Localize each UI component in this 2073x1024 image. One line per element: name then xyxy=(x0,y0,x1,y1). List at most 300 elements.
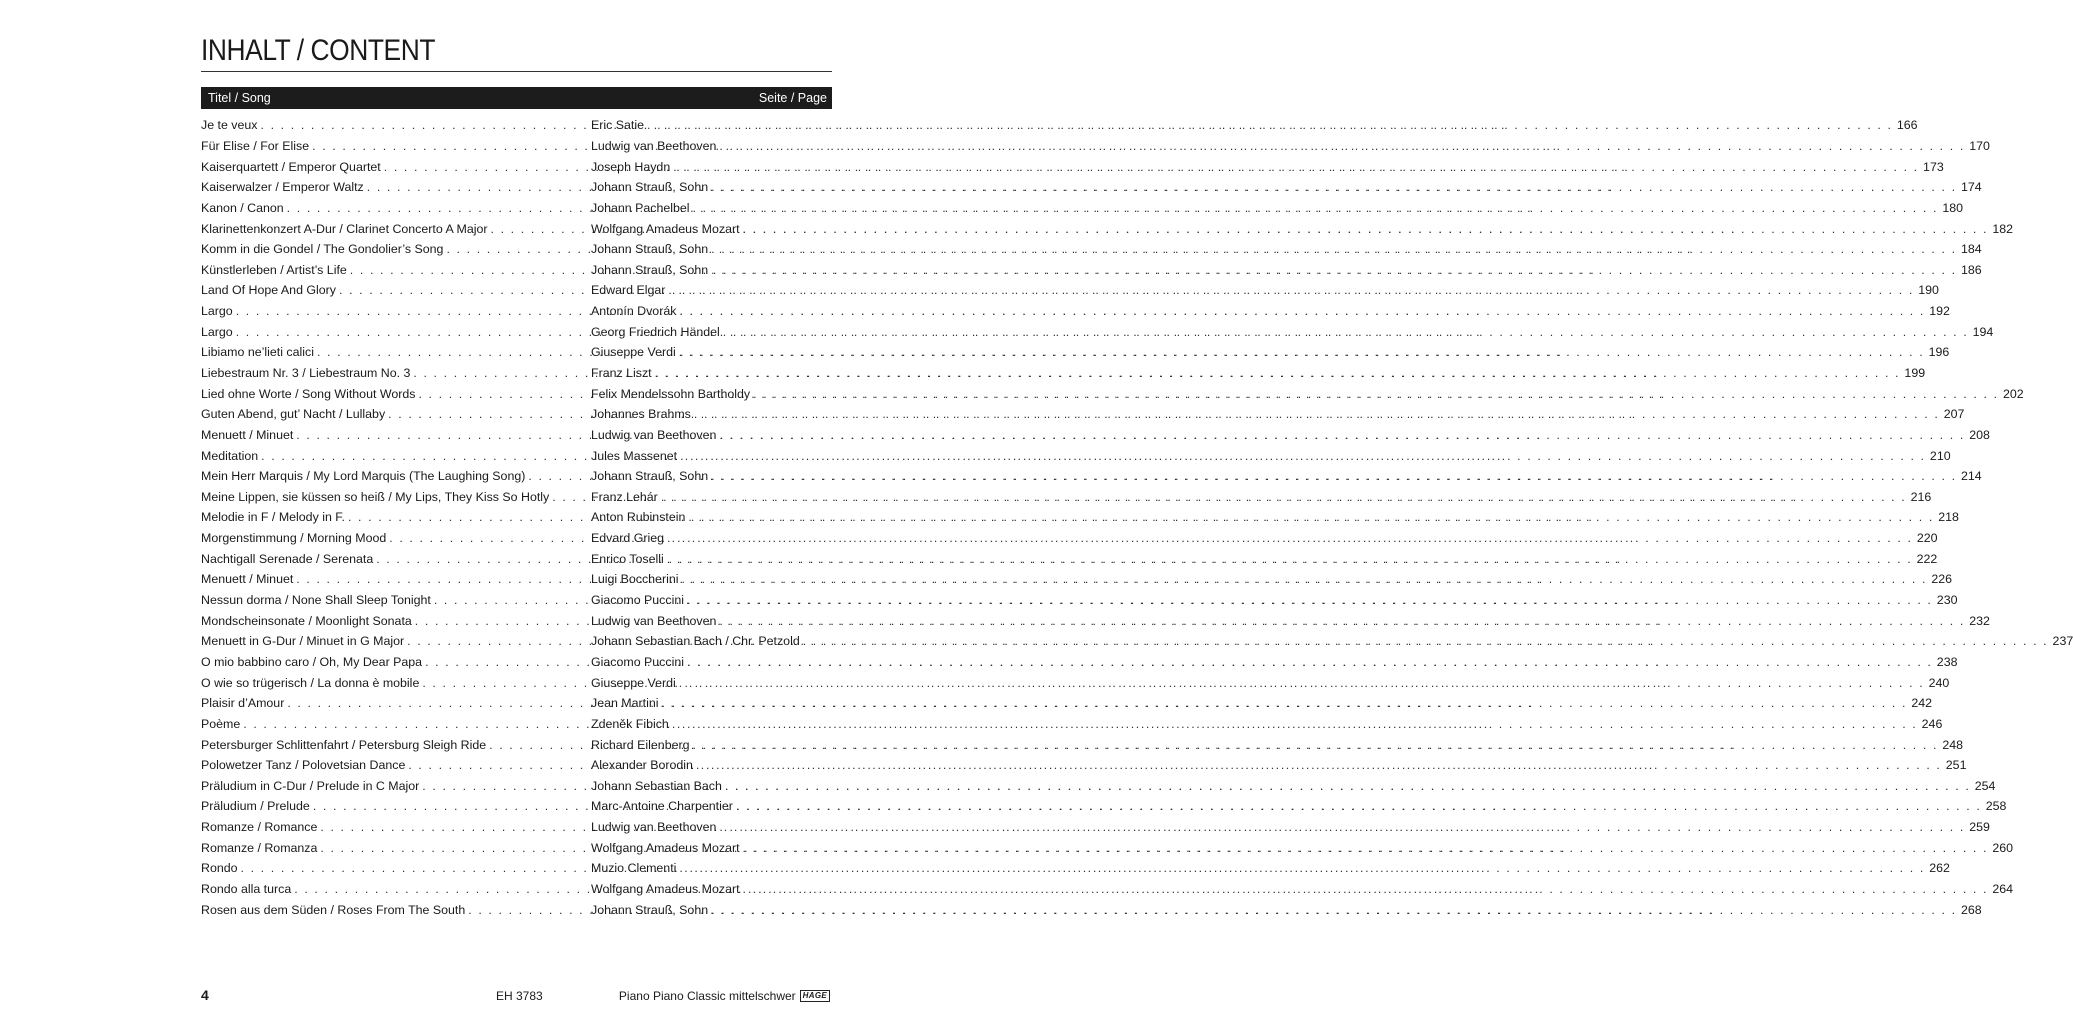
page-number: 192 xyxy=(1929,304,1950,319)
dot-leader xyxy=(314,345,590,359)
composer-name: Franz Lehár xyxy=(591,489,658,504)
dot-leader xyxy=(309,139,590,153)
toc-entry xyxy=(201,796,2007,817)
dot-leader xyxy=(412,614,590,628)
song-title: Präludium in C-Dur / Prelude in C Major xyxy=(201,778,420,793)
toc-entry xyxy=(201,445,1951,466)
toc-entry-title-cell xyxy=(201,366,590,380)
toc-entry-title-cell xyxy=(201,882,590,896)
dot-leader xyxy=(415,387,590,401)
dot-leader xyxy=(419,779,590,793)
dot-leader xyxy=(404,634,590,648)
toc-entry-composer-cell xyxy=(590,407,1964,421)
song-title: Künstlerleben / Artist’s Life xyxy=(201,262,347,277)
composer-name: Richard Eilenberg xyxy=(591,737,690,752)
composer-name: Giacomo Puccini xyxy=(591,593,684,608)
toc-entry xyxy=(201,342,1950,363)
dot-leader xyxy=(750,387,2002,401)
toc-entry-composer-cell xyxy=(590,180,1982,194)
toc-entry-composer-cell xyxy=(590,655,1957,669)
dot-leader xyxy=(658,490,1910,504)
composer-name: Georg Friedrich Händel xyxy=(591,324,720,339)
song-title: Morgenstimmung / Morning Mood xyxy=(201,531,387,546)
song-title: Liebestraum Nr. 3 / Liebestraum No. 3 xyxy=(201,366,411,380)
toc-entry xyxy=(201,817,1990,838)
toc-entry-title-cell xyxy=(201,634,590,648)
toc-entry-title-cell xyxy=(201,531,590,545)
song-title: Mondscheinsonate / Moonlight Sonata xyxy=(201,613,412,628)
toc-entry-composer-cell xyxy=(590,552,1937,566)
toc-entry-composer-cell xyxy=(590,779,1995,793)
composer-name: Zdeněk Fibich xyxy=(591,716,669,731)
composer-name: Johann Sebastian Bach / Chr. Petzold xyxy=(591,634,800,649)
composer-name: Felix Mendelssohn Bartholdy xyxy=(591,386,751,401)
toc-entry-composer-cell xyxy=(590,572,1952,586)
composer-name: Eric Satie xyxy=(591,118,645,133)
page-number: 173 xyxy=(1923,159,1944,174)
composer-name: Edward Elgar xyxy=(591,283,666,298)
dot-leader xyxy=(676,345,1928,359)
composer-name: Muzio Clementi xyxy=(591,861,677,876)
toc-entry-title-cell xyxy=(201,242,590,256)
page-number: 220 xyxy=(1916,531,1938,546)
dot-leader xyxy=(676,676,1928,690)
toc-entry-title-cell xyxy=(201,510,590,524)
dot-leader xyxy=(708,903,1960,917)
dot-leader xyxy=(665,283,1917,297)
dot-leader xyxy=(716,614,1968,628)
page-number: 262 xyxy=(1929,861,1950,876)
composer-name: Jules Massenet xyxy=(591,448,678,463)
footer-book-title: Piano Piano Classic mittelschwer xyxy=(618,989,796,1003)
toc-entry xyxy=(201,755,1967,776)
toc-entry-composer-cell xyxy=(590,139,1990,153)
toc-entry-composer-cell xyxy=(590,345,1949,359)
page-number: 214 xyxy=(1960,469,1982,484)
page-number: 207 xyxy=(1943,407,1965,422)
composer-name: Johann Sebastian Bach xyxy=(591,778,722,793)
page-number: 237 xyxy=(2052,634,2073,649)
page-number: 230 xyxy=(1936,593,1958,608)
dot-leader xyxy=(549,490,590,504)
toc-entry-composer-cell xyxy=(590,758,1966,772)
song-title: Klarinettenkonzert A-Dur / Clarinet Concerto A Major xyxy=(201,221,488,236)
dot-leader xyxy=(722,779,1974,793)
toc-entry xyxy=(201,899,1982,920)
song-title: Präludium / Prelude xyxy=(201,799,310,814)
header-page: Seite / Page xyxy=(758,91,827,105)
song-title: Menuett / Minuet xyxy=(201,427,294,442)
toc-entry-composer-cell xyxy=(590,160,1944,174)
toc-entry xyxy=(201,404,1965,425)
dot-leader xyxy=(677,449,1929,463)
composer-name: Enrico Toselli xyxy=(591,551,664,566)
composer-name: Wolfgang Amadeus Mozart xyxy=(591,882,740,897)
toc-entry-title-cell xyxy=(201,222,590,236)
page-number: 259 xyxy=(1969,820,1990,835)
page-number: 260 xyxy=(1992,840,2014,855)
publisher-logo: HAGE xyxy=(800,990,830,1002)
dot-leader xyxy=(310,799,590,813)
toc-entry xyxy=(201,280,1939,301)
dot-leader xyxy=(708,263,1960,277)
toc-entry xyxy=(201,239,1982,260)
toc-entry xyxy=(201,301,1950,322)
page-number: 194 xyxy=(1972,324,1994,339)
composer-name: Johann Strauß, Sohn xyxy=(591,469,709,484)
dot-leader xyxy=(693,758,1945,772)
page-number: 240 xyxy=(1928,675,1950,690)
song-title: Menuett / Minuet xyxy=(201,572,294,587)
composer-name: Anton Rubinstein xyxy=(591,510,686,525)
song-title: Komm in die Gondel / The Gondolier’s Song xyxy=(201,242,444,257)
composer-name: Johann Strauß, Sohn xyxy=(591,262,709,277)
dot-leader xyxy=(676,304,1928,318)
toc-entry xyxy=(201,652,1958,673)
dot-leader xyxy=(708,242,1960,256)
toc-header-bar xyxy=(201,87,832,109)
toc-entry-composer-cell xyxy=(590,490,1931,504)
dot-leader xyxy=(293,572,590,586)
song-title: Je te veux xyxy=(201,118,258,133)
page-number: 208 xyxy=(1969,427,1990,442)
page-number: 170 xyxy=(1969,138,1990,153)
toc-entry-title-cell xyxy=(201,325,590,339)
dot-leader xyxy=(386,531,590,545)
toc-entry-title-cell xyxy=(201,593,590,607)
toc-entry-composer-cell xyxy=(590,222,2013,236)
song-title: Meditation xyxy=(201,448,259,463)
dot-leader xyxy=(431,593,590,607)
page-number: 258 xyxy=(1985,799,2007,814)
toc-entry-composer-cell xyxy=(590,449,1951,463)
toc-entry-composer-cell xyxy=(590,325,1993,339)
dot-leader xyxy=(347,263,590,277)
toc-entry-title-cell xyxy=(201,799,590,813)
toc-entry-title-cell xyxy=(201,180,590,194)
toc-entry-title-cell xyxy=(201,779,590,793)
composer-name: Giuseppe Verdi xyxy=(591,675,676,690)
song-title: Plaisir d’Amour xyxy=(201,696,285,711)
composer-name: Wolfgang Amadeus Mozart xyxy=(591,840,740,855)
toc-entry-composer-cell xyxy=(590,531,1938,545)
toc-entry-title-cell xyxy=(201,263,590,277)
song-title: O mio babbino caro / Oh, My Dear Papa xyxy=(201,654,423,669)
dot-leader xyxy=(678,572,1930,586)
page-number: 174 xyxy=(1960,180,1982,195)
song-title: Für Elise / For Elise xyxy=(201,138,310,153)
dot-leader xyxy=(373,552,590,566)
song-title: Kanon / Canon xyxy=(201,200,284,215)
toc-entry xyxy=(201,425,1990,446)
page-number: 166 xyxy=(1896,118,1918,133)
toc-entry xyxy=(201,507,1959,528)
toc-entry-title-cell xyxy=(201,283,590,297)
dot-leader xyxy=(258,449,590,463)
dot-leader xyxy=(720,325,1972,339)
toc-entry-composer-cell xyxy=(590,304,1950,318)
dot-leader xyxy=(284,696,590,710)
toc-entry xyxy=(201,837,2014,858)
dot-leader xyxy=(685,510,1937,524)
page-number: 226 xyxy=(1931,572,1952,587)
toc-entry-title-cell xyxy=(201,820,590,834)
dot-leader xyxy=(800,634,2052,648)
toc-entry xyxy=(201,528,1938,549)
page-number: 248 xyxy=(1942,737,1964,752)
toc-entry-title-cell xyxy=(201,469,590,483)
toc-entry-title-cell xyxy=(201,676,590,690)
toc-entry-composer-cell xyxy=(590,841,2013,855)
composer-name: Antonín Dvorák xyxy=(591,304,677,319)
dot-leader xyxy=(317,841,590,855)
page-number: 190 xyxy=(1918,283,1939,298)
dot-leader xyxy=(284,201,590,215)
dot-leader xyxy=(716,428,1968,442)
song-title: Romanze / Romance xyxy=(201,820,318,835)
song-title: Polowetzer Tanz / Polovetsian Dance xyxy=(201,758,406,773)
toc-entry-composer-cell xyxy=(590,593,1957,607)
footer-book-info xyxy=(619,989,830,1003)
toc-entry-composer-cell xyxy=(590,676,1949,690)
composer-name: Ludwig van Beethoven xyxy=(591,138,717,153)
page-number: 186 xyxy=(1960,262,1982,277)
toc-entry-title-cell xyxy=(201,387,590,401)
toc-entry-title-cell xyxy=(201,717,590,731)
dot-leader xyxy=(664,531,1916,545)
song-title: Kaiserwalzer / Emperor Waltz xyxy=(201,180,364,195)
song-title: Meine Lippen, sie küssen so heiß / My Lips, They Kiss So Hotly xyxy=(201,489,550,504)
composer-name: Wolfgang Amadeus Mozart xyxy=(591,221,740,236)
dot-leader xyxy=(716,820,1968,834)
dot-leader xyxy=(257,118,590,132)
composer-name: Franz Liszt xyxy=(591,366,652,380)
dot-leader xyxy=(708,180,1960,194)
page-number: 238 xyxy=(1936,654,1958,669)
toc-entry-composer-cell xyxy=(590,118,1918,132)
page-number: 242 xyxy=(1911,696,1933,711)
song-title: Libiamo ne’lieti calici xyxy=(201,345,314,360)
toc-entry-composer-cell xyxy=(590,242,1982,256)
dot-leader xyxy=(345,510,590,524)
song-title: Romanze / Romanza xyxy=(201,840,318,855)
dot-leader xyxy=(676,861,1928,875)
page-number: 218 xyxy=(1938,510,1959,525)
composer-name: Johann Pachelbel xyxy=(591,200,690,215)
toc-entry-title-cell xyxy=(201,490,590,504)
toc-entry xyxy=(201,672,1950,693)
table-of-contents xyxy=(201,115,2073,920)
toc-entry-title-cell xyxy=(201,345,590,359)
song-title: Kaiserquartett / Emperor Quartet xyxy=(201,159,381,174)
toc-entry xyxy=(201,590,1958,611)
toc-entry xyxy=(201,879,2014,900)
toc-entry xyxy=(201,156,1944,177)
toc-entry xyxy=(201,714,1943,735)
dot-leader xyxy=(488,222,591,236)
song-title: Guten Abend, gut’ Nacht / Lullaby xyxy=(201,407,386,422)
toc-entry xyxy=(201,259,1982,280)
composer-name: Johann Strauß, Sohn xyxy=(591,242,709,257)
toc-entry-title-cell xyxy=(201,118,590,132)
dot-leader xyxy=(690,738,1942,752)
song-title: Largo xyxy=(201,324,233,339)
toc-entry-title-cell xyxy=(201,428,590,442)
composer-name: Ludwig van Beethoven xyxy=(591,820,717,835)
dot-leader xyxy=(385,407,590,421)
page-number: 196 xyxy=(1928,345,1950,360)
toc-entry xyxy=(201,693,1933,714)
song-title: Melodie in F / Melody in F. xyxy=(201,510,345,525)
song-title: Petersburger Schlittenfahrt / Petersburg Sleigh Ride xyxy=(201,737,487,752)
dot-leader xyxy=(684,593,1936,607)
toc-entry-composer-cell xyxy=(590,882,2013,896)
dot-leader xyxy=(486,738,590,752)
toc-entry-composer-cell xyxy=(590,799,2006,813)
composer-name: Joseph Haydn xyxy=(591,159,671,174)
page-number: 180 xyxy=(1942,200,1964,215)
composer-name: Marc-Antoine Charpentier xyxy=(591,799,733,814)
song-title: Poème xyxy=(201,716,241,731)
dot-leader xyxy=(716,139,1968,153)
toc-entry-title-cell xyxy=(201,841,590,855)
composer-name: Johann Strauß, Sohn xyxy=(591,180,709,195)
song-title: Largo xyxy=(201,304,233,319)
dot-leader xyxy=(381,160,590,174)
composer-name: Edvard Grieg xyxy=(591,531,665,546)
page-number: 254 xyxy=(1974,778,1996,793)
toc-entry-composer-cell xyxy=(590,861,1950,875)
page-number: 216 xyxy=(1910,489,1932,504)
toc-entry xyxy=(201,734,1964,755)
dot-leader xyxy=(652,366,1904,380)
toc-entry-title-cell xyxy=(201,655,590,669)
dot-leader xyxy=(419,676,590,690)
toc-entry xyxy=(201,776,1996,797)
song-title: Rosen aus dem Süden / Roses From The South xyxy=(201,902,466,917)
toc-entry xyxy=(201,466,1982,487)
page-number: 210 xyxy=(1929,448,1951,463)
dot-leader xyxy=(525,469,590,483)
page-number: 246 xyxy=(1921,716,1943,731)
toc-entry-title-cell xyxy=(201,738,590,752)
title-divider xyxy=(201,71,832,72)
dot-leader xyxy=(443,242,590,256)
dot-leader xyxy=(293,428,590,442)
dot-leader xyxy=(644,118,1896,132)
dot-leader xyxy=(317,820,590,834)
dot-leader xyxy=(291,882,590,896)
toc-entry xyxy=(201,548,1938,569)
dot-leader xyxy=(670,160,1922,174)
composer-name: Alexander Borodin xyxy=(591,758,693,773)
toc-entry xyxy=(201,218,2014,239)
toc-entry xyxy=(201,569,1952,590)
dot-leader xyxy=(465,903,590,917)
song-title: Lied ohne Worte / Song Without Words xyxy=(201,386,416,401)
toc-entry-composer-cell xyxy=(590,614,1990,628)
dot-leader xyxy=(664,552,1916,566)
dot-leader xyxy=(740,841,1992,855)
toc-entry-composer-cell xyxy=(590,510,1959,524)
page-number: 268 xyxy=(1960,902,1982,917)
toc-entry-title-cell xyxy=(201,572,590,586)
toc-entry xyxy=(201,487,1932,508)
toc-entry-title-cell xyxy=(201,449,590,463)
toc-entry xyxy=(201,321,1994,342)
dot-leader xyxy=(659,696,1911,710)
toc-entry-title-cell xyxy=(201,407,590,421)
composer-name: Giuseppe Verdi xyxy=(591,345,676,360)
toc-entry-title-cell xyxy=(201,696,590,710)
toc-entry-title-cell xyxy=(201,304,590,318)
toc-entry-composer-cell xyxy=(590,366,1925,380)
toc-entry-composer-cell xyxy=(590,428,1990,442)
toc-entry xyxy=(201,115,1918,136)
dot-leader xyxy=(240,717,590,731)
toc-entry-title-cell xyxy=(201,552,590,566)
dot-leader xyxy=(708,469,1960,483)
song-title: Nachtigall Serenade / Serenata xyxy=(201,551,374,566)
page-number: 184 xyxy=(1960,242,1982,257)
toc-entry-title-cell xyxy=(201,160,590,174)
footer-page-number: 4 xyxy=(201,987,209,1003)
dot-leader xyxy=(669,717,1921,731)
toc-entry-title-cell xyxy=(201,861,590,875)
dot-leader xyxy=(336,283,590,297)
dot-leader xyxy=(405,758,590,772)
dot-leader xyxy=(733,799,1985,813)
toc-entry-composer-cell xyxy=(590,717,1942,731)
song-title: Rondo xyxy=(201,861,238,876)
dot-leader xyxy=(238,861,590,875)
page-number: 199 xyxy=(1904,366,1926,380)
toc-entry-composer-cell xyxy=(590,387,2024,401)
toc-entry-composer-cell xyxy=(590,738,1963,752)
toc-entry-title-cell xyxy=(201,201,590,215)
toc-entry xyxy=(201,610,1990,631)
page-number: 264 xyxy=(1992,882,2014,897)
dot-leader xyxy=(740,222,1992,236)
song-title: Nessun dorma / None Shall Sleep Tonight xyxy=(201,593,431,608)
toc-entry xyxy=(201,383,2024,404)
page-number: 222 xyxy=(1916,551,1938,566)
song-title: Land Of Hope And Glory xyxy=(201,283,337,298)
toc-entry-title-cell xyxy=(201,139,590,153)
toc-entry-composer-cell xyxy=(590,263,1982,277)
toc-entry-title-cell xyxy=(201,903,590,917)
composer-name: Johannes Brahms xyxy=(591,407,691,422)
dot-leader xyxy=(422,655,590,669)
dot-leader xyxy=(410,366,590,380)
toc-entry-composer-cell xyxy=(590,820,1990,834)
song-title: Menuett in G-Dur / Minuet in G Major xyxy=(201,634,405,649)
toc-entry-composer-cell xyxy=(590,634,2073,648)
toc-entry xyxy=(201,363,1926,384)
page-number: 182 xyxy=(1992,221,2014,236)
toc-entry-composer-cell xyxy=(590,283,1939,297)
song-title: Rondo alla turca xyxy=(201,882,292,897)
footer-edition: EH 3783 xyxy=(496,989,543,1003)
dot-leader xyxy=(691,407,1943,421)
toc-entry-title-cell xyxy=(201,614,590,628)
toc-entry xyxy=(201,198,1964,219)
toc-entry xyxy=(201,631,2073,652)
dot-leader xyxy=(684,655,1936,669)
toc-entry xyxy=(201,136,1990,157)
toc-entry xyxy=(201,858,1950,879)
toc-entry-composer-cell xyxy=(590,469,1982,483)
